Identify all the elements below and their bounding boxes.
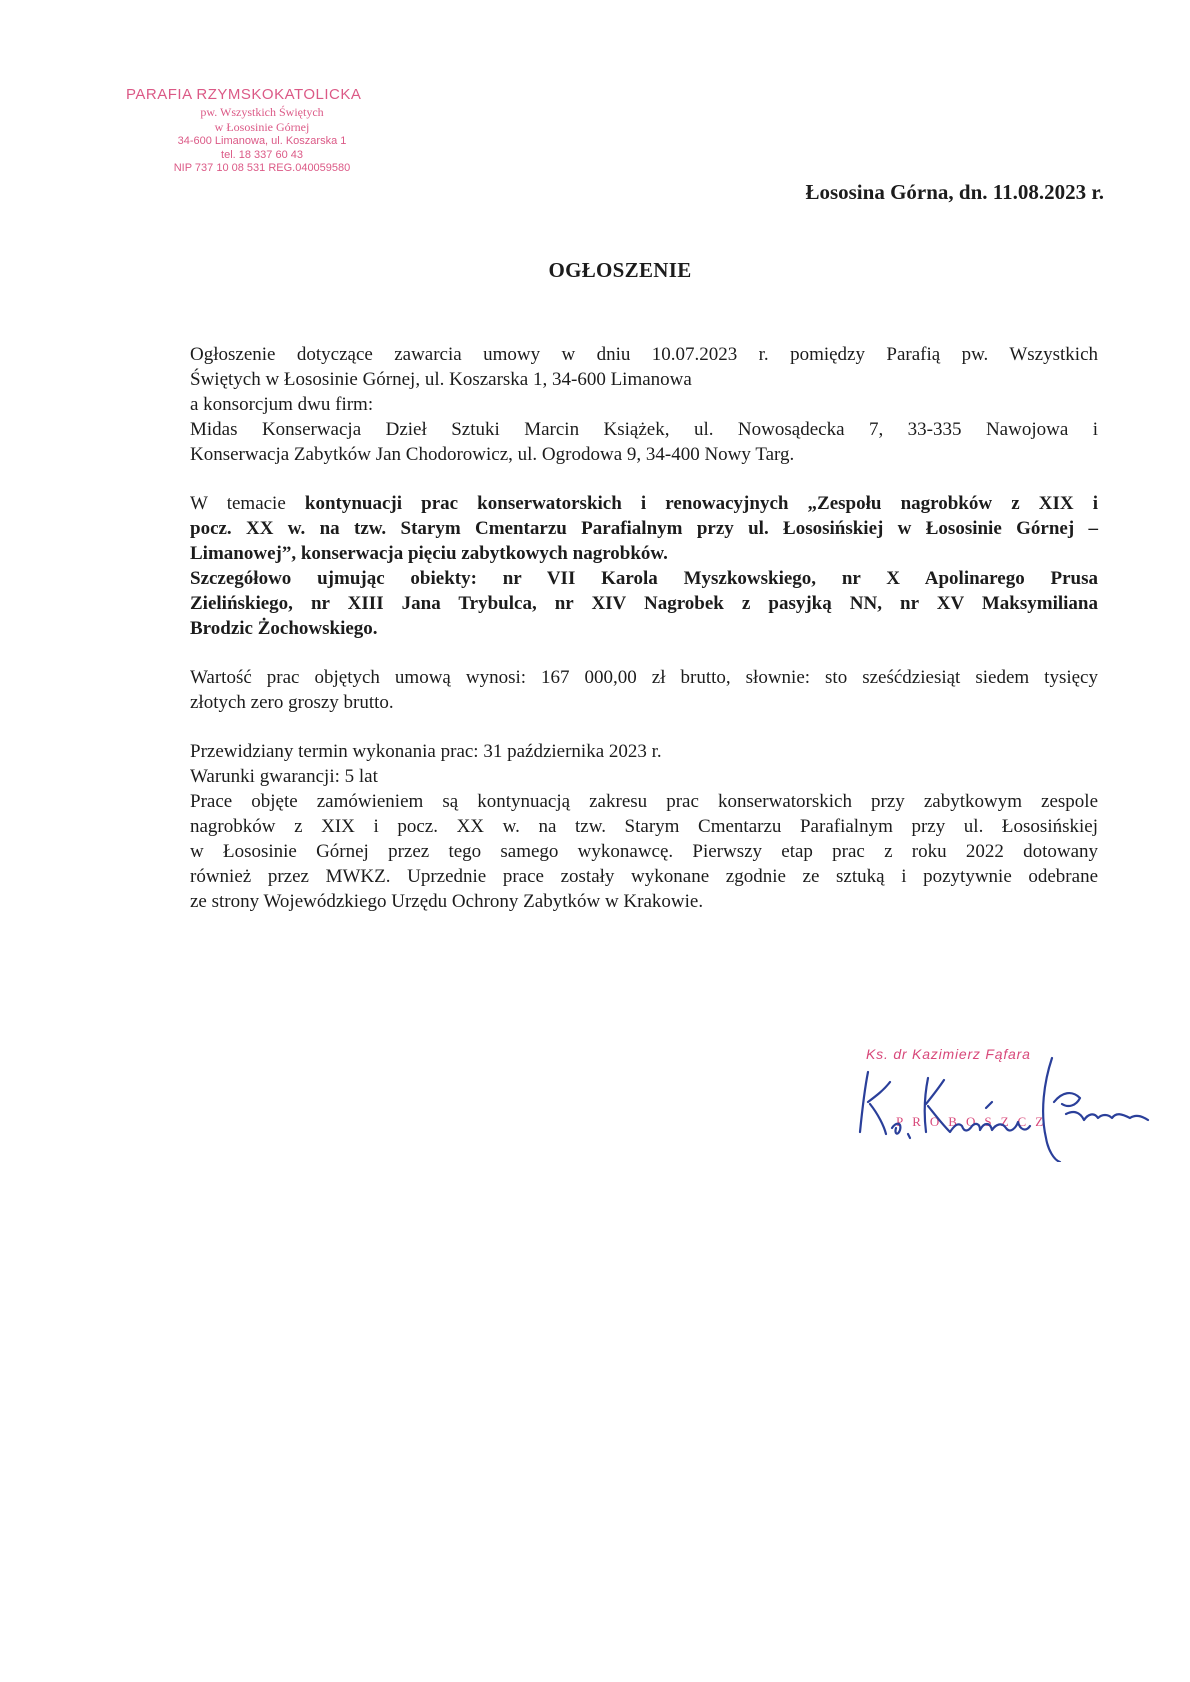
text-line: również przez MWKZ. Uprzednie prace zostały wykonane zgodnie ze sztuką i pozytywnie odebrane (190, 866, 1098, 887)
signature-stamp-name: Ks. dr Kazimierz Fąfara (866, 1046, 1031, 1062)
parish-stamp (122, 86, 402, 176)
handwritten-signature (840, 1042, 1170, 1162)
text-line: Limanowej”, konserwacja pięciu zabytkowych nagrobków. (190, 543, 668, 564)
stamp-line-nip: NIP 737 10 08 531 REG.040059580 (173, 162, 351, 175)
text-line: Warunki gwarancji: 5 lat (190, 766, 378, 787)
text-line: Wartość prac objętych umową wynosi: 167 000,00 zł brutto, słownie: sto sześćdziesiąt siedem tysięcy (190, 667, 1098, 688)
stamp-line-locality: w Łososinie Górnej (214, 119, 310, 134)
paragraph-scope (190, 491, 1098, 641)
document-date: Łososina Górna, dn. 11.08.2023 r. (805, 180, 1104, 204)
text-line: w Łososinie Górnej przez tego samego wykonawcę. Pierwszy etap prac z roku 2022 dotowany (190, 841, 1098, 862)
document-heading: OGŁOSZENIE (548, 258, 692, 282)
text-line: pocz. XX w. na tzw. Starym Cmentarzu Parafialnym przy ul. Łososińskiej w Łososinie Górnej – (190, 518, 1098, 539)
text-line: Brodzic Żochowskiego. (190, 618, 378, 639)
text-line: Ogłoszenie dotyczące zawarcia umowy w dniu 10.07.2023 r. pomiędzy Parafią pw. Wszystkich (190, 344, 1098, 365)
text-line (190, 491, 1098, 516)
text-line: a konsorcjum dwu firm: (190, 394, 374, 415)
text-plain: W temacie (190, 493, 305, 514)
text-line: Midas Konserwacja Dzieł Sztuki Marcin Książek, ul. Nowosądecka 7, 33-335 Nawojowa i (190, 419, 1098, 440)
text-line: Zielińskiego, nr XIII Jana Trybulca, nr XIV Nagrobek z pasyjką NN, nr XV Maksymiliana (190, 593, 1098, 614)
text-line: ze strony Wojewódzkiego Urzędu Ochrony Zabytków w Krakowie. (190, 891, 704, 912)
stamp-line-address: 34-600 Limanowa, ul. Koszarska 1 (177, 134, 347, 147)
text-bold: kontynuacji prac konserwatorskich i renowacyjnych „Zespołu nagrobków z XIX i (304, 493, 1098, 514)
paragraph-terms (190, 739, 1098, 914)
stamp-line-dedication: pw. Wszystkich Świętych (200, 104, 324, 119)
signature-block (840, 1042, 1170, 1162)
document-body (190, 342, 1098, 938)
text-line: Szczegółowo ujmując obiekty: nr VII Karola Myszkowskiego, nr X Apolinarego Prusa (190, 568, 1098, 589)
text-line: Prace objęte zamówieniem są kontynuacją zakresu prac konserwatorskich przy zabytkowym zespole (190, 791, 1098, 812)
stamp-line-phone: tel. 18 337 60 43 (221, 148, 303, 161)
text-line: złotych zero groszy brutto. (190, 692, 394, 713)
text-line: Przewidziany termin wykonania prac: 31 października 2023 r. (190, 741, 662, 762)
paragraph-contract (190, 342, 1098, 467)
signature-stamp-role: PROBOSZCZ (896, 1114, 1053, 1129)
paragraph-value (190, 665, 1098, 715)
stamp-title: PARAFIA RZYMSKOKATOLICKA (126, 86, 362, 103)
text-line: Świętych w Łososinie Górnej, ul. Koszarska 1, 34-600 Limanowa (190, 369, 692, 390)
text-line: nagrobków z XIX i pocz. XX w. na tzw. Starym Cmentarzu Parafialnym przy ul. Łososińskiej (190, 816, 1098, 837)
text-line: Konserwacja Zabytków Jan Chodorowicz, ul. Ogrodowa 9, 34-400 Nowy Targ. (190, 444, 795, 465)
